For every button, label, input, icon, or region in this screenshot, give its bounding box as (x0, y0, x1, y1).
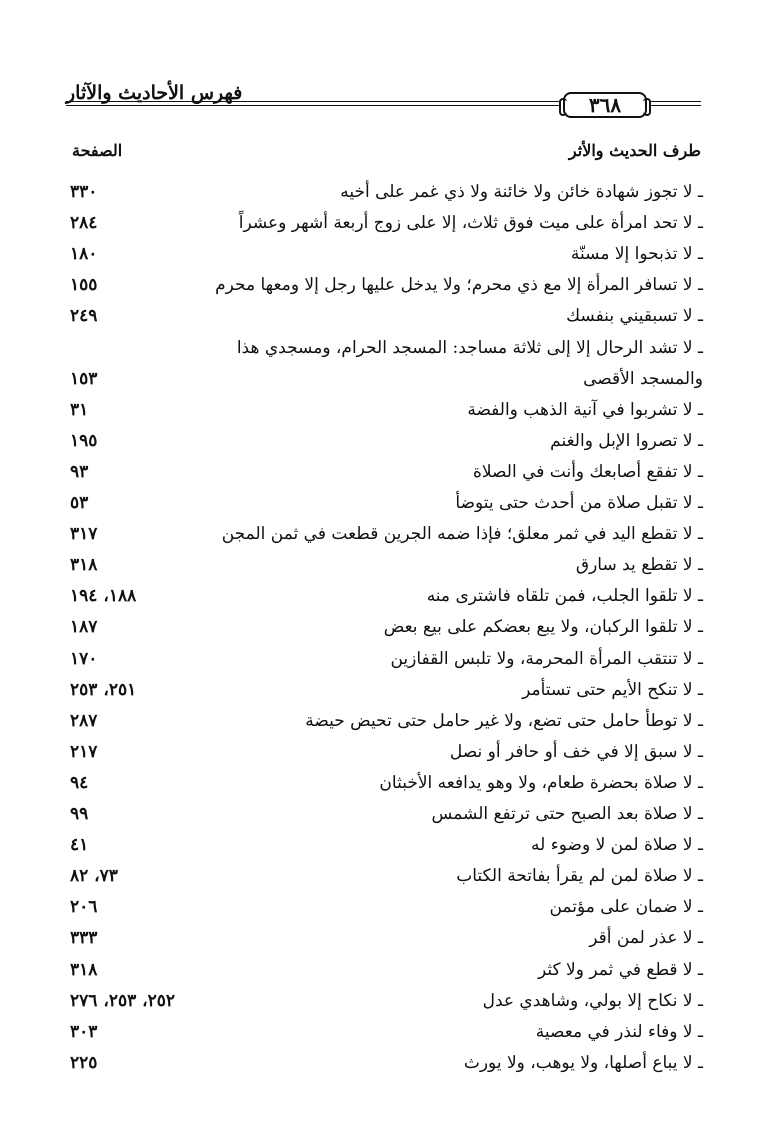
index-entry (70, 923, 703, 953)
entry-text: ـ لا تجوز شهادة خائن ولا خائنة ولا ذي غمر على أخيه (340, 182, 703, 202)
entry-text: ـ لا نكاح إلا بولي، وشاهدي عدل (482, 990, 703, 1011)
entry-pages: ٩٩ (70, 804, 89, 824)
index-entry (70, 1017, 703, 1047)
entry-pages: ١٥٣ (70, 368, 98, 389)
index-entry (70, 519, 703, 549)
entry-text: ـ لا تنكح الأيم حتى تستأمر (522, 679, 703, 700)
index-entry (70, 612, 703, 642)
entry-pages: ٢٥٢، ٢٥٣، ٢٧٦ (70, 990, 176, 1011)
page-number-frame (563, 92, 647, 118)
index-entry (70, 208, 703, 238)
entry-text: ـ لا تفقع أصابعك وأنت في الصلاة (472, 461, 703, 482)
entry-pages: ٣١ (70, 399, 89, 420)
index-entry (70, 239, 703, 269)
entry-text: ـ لا تذبحوا إلا مسنّة (570, 244, 703, 265)
book-title: فهرس الأحاديث والآثار (66, 82, 243, 104)
header-rule (66, 92, 701, 120)
entry-pages: ٩٣ (70, 461, 89, 482)
entry-text: ـ لا توطأ حامل حتى تضع، ولا غير حامل حتى تحيض حيضة (305, 710, 703, 731)
entry-text: ـ لا تسبقيني بنفسك (566, 306, 703, 327)
rule-line (649, 105, 701, 106)
index-entry (70, 706, 703, 736)
index-entry (70, 301, 703, 331)
entry-text: ـ لا صلاة لمن لا وضوء له (531, 835, 703, 856)
entry-pages: ٢٠٦ (70, 897, 98, 918)
entry-pages: ٢٢٥ (70, 1052, 98, 1073)
entry-pages: ٧٣، ٨٢ (70, 866, 118, 887)
rule-line (66, 105, 561, 106)
entry-text: ـ لا تقطع يد سارق (575, 555, 703, 576)
entry-text: ـ لا وفاء لنذر في معصية (535, 1021, 703, 1042)
entry-pages: ١٥٥ (70, 275, 98, 296)
entry-pages: ١٩٥ (70, 430, 98, 451)
entry-pages: ٢٨٤ (70, 213, 98, 234)
entry-pages: ١٨٠ (70, 244, 98, 265)
index-entry (70, 488, 703, 518)
index-entry (70, 270, 703, 300)
rule-line (649, 101, 701, 102)
index-entry (70, 457, 703, 487)
index-entry (70, 426, 703, 456)
entry-pages: ٣٣٣ (70, 928, 98, 949)
page-number: ٣٦٨ (588, 93, 622, 117)
entry-text: ـ لا تلقوا الركبان، ولا يبع بعضكم على بيع بعض (383, 617, 703, 638)
index-entry (70, 364, 703, 394)
index-entry (70, 737, 703, 767)
column-header-hadith: طرف الحديث والأثر (568, 141, 701, 160)
entry-pages: ٣١٨ (70, 555, 98, 576)
index-entry (70, 644, 703, 674)
entry-text: ـ لا عذر لمن أقر (589, 928, 703, 949)
entry-text: ـ لا ضمان على مؤتمن (549, 897, 703, 918)
entry-pages: ٢٤٩ (70, 306, 98, 327)
entry-text: ـ لا تقطع اليد في ثمر معلق؛ فإذا ضمه الجرين قطعت في ثمن المجن (221, 524, 703, 545)
entry-text: ـ لا صلاة بحضرة طعام، ولا وهو يدافعه الأخبثان (379, 772, 703, 793)
entry-pages: ٢١٧ (70, 741, 98, 762)
entry-text: ـ لا يباع أصلها، ولا يوهب، ولا يورث (463, 1052, 703, 1073)
entry-text: ـ لا تشربوا في آنية الذهب والفضة (467, 399, 703, 420)
entry-pages: ٢٨٧ (70, 710, 98, 731)
entry-pages: ٩٤ (70, 772, 89, 793)
entry-pages: ٣١٧ (70, 524, 98, 545)
index-entry (70, 861, 703, 891)
index-entry (70, 986, 703, 1016)
index-entry (70, 768, 703, 798)
index-entry (70, 550, 703, 580)
entry-pages: ٣٣٠ (70, 182, 98, 202)
index-entry (70, 581, 703, 611)
entry-text: ـ لا صلاة لمن لم يقرأ بفاتحة الكتاب (456, 866, 703, 887)
entry-text: ـ لا سبق إلا في خف أو حافر أو نصل (449, 741, 703, 762)
entry-text: ـ لا تشد الرحال إلا إلى ثلاثة مساجد: المسجد الحرام، ومسجدي هذا (236, 337, 703, 358)
entry-text: ـ لا تنتقب المرأة المحرمة، ولا تلبس القفازين (390, 648, 703, 669)
rule-line (66, 101, 561, 102)
index-entry (70, 892, 703, 922)
index-entry (70, 177, 703, 207)
entry-text: ـ لا تسافر المرأة إلا مع ذي محرم؛ ولا يدخل عليها رجل إلا ومعها محرم (215, 275, 703, 296)
index-entry (70, 333, 703, 363)
index-entry (70, 675, 703, 705)
entry-pages: ٤١ (70, 835, 89, 856)
entry-pages: ١٨٧ (70, 617, 98, 638)
entry-pages: ٣٠٣ (70, 1021, 98, 1042)
entry-text: ـ لا تصروا الإبل والغنم (550, 430, 703, 451)
entry-pages: ٣١٨ (70, 959, 98, 980)
entry-text: ـ لا تلقوا الجلب، فمن تلقاه فاشترى منه (426, 586, 703, 607)
entry-pages: ٢٥١، ٢٥٣ (70, 679, 137, 700)
index-entry (70, 799, 703, 829)
entry-text: ـ لا قطع في ثمر ولا كثر (538, 959, 703, 980)
column-header-page: الصفحة (72, 141, 123, 160)
entry-pages: ١٧٠ (70, 648, 98, 669)
entry-text: ـ لا صلاة بعد الصبح حتى ترتفع الشمس (431, 804, 703, 824)
entry-pages: ١٨٨، ١٩٤ (70, 586, 137, 607)
index-entry (70, 830, 703, 860)
index-entry (70, 955, 703, 985)
entry-text: والمسجد الأقصى (583, 368, 703, 389)
index-entry (70, 395, 703, 425)
entry-text: ـ لا تحد امرأة على ميت فوق ثلاث، إلا على زوج أربعة أشهر وعشراً (238, 213, 703, 234)
entry-pages: ٥٣ (70, 493, 89, 513)
index-entry (70, 1048, 703, 1078)
entry-text: ـ لا تقبل صلاة من أحدث حتى يتوضأ (455, 493, 703, 513)
